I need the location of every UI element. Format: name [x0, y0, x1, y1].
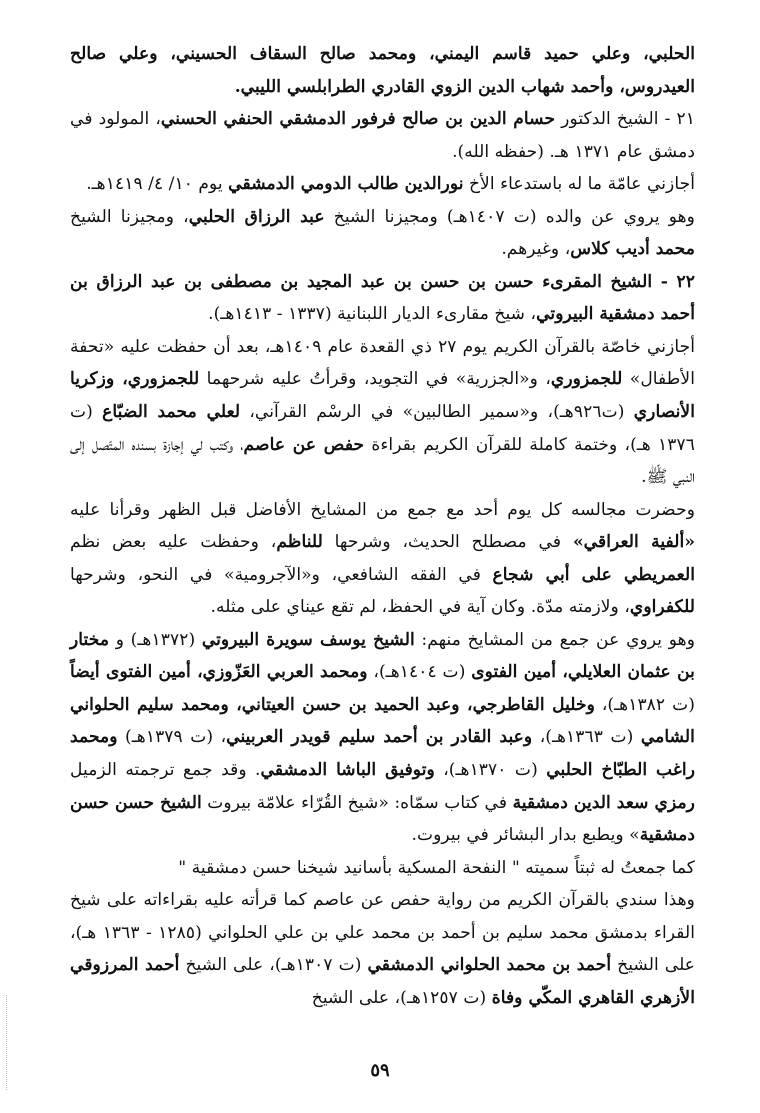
- bold-name-run: «ألفية العراقي»: [572, 532, 696, 553]
- text-run: (ت ١٣٧٦ هـ)، وختمة كاملة للقرآن الكريم بقراءة: [70, 402, 695, 455]
- bold-name-run: عبد الرزاق الحلبي: [188, 206, 325, 227]
- bold-name-run: رمزي سعد الدين دمشقية: [512, 792, 695, 813]
- quran-isnad: [70, 884, 695, 1014]
- bold-name-run: أحمد بن محمد الحلواني الدمشقي: [367, 955, 612, 976]
- text-run: ، شيخ مقارىء الديار اللبنانية (١٣٣٧ - ١٤١٣هـ).: [208, 304, 537, 325]
- scan-edge-mark: [6, 995, 8, 1090]
- bold-name-run: نورالدين طالب الدومي الدمشقي: [228, 174, 464, 195]
- text-run: (ت٩٢٦هـ)، و«سمير الطالبين» في الرسْم القرآني،: [240, 402, 634, 423]
- bold-name-run: مختار بن عثمان العلايلي، أمين الفتوى: [70, 629, 695, 683]
- entry-22-header: [70, 266, 695, 331]
- text-run: ، و«الجزرية» في التجويد، وقرأتُ عليه شرحهما: [199, 369, 551, 390]
- bold-name-run: وتوفيق الباشا الدمشقي: [260, 760, 435, 781]
- bold-name-run: ٢٢ - الشيخ المقرىء حسن بن حسن بن عبد المجيد بن مصطفى بن عبد الرزاق بن أحمد دمشقية البيروتي: [70, 271, 695, 325]
- text-run: (ت ١٣٠٧هـ)، على الشيخ: [179, 955, 368, 976]
- text-run: ، وكتب لي إجازة بسنده المتّصل إلى النبي ﷺ.: [70, 434, 695, 488]
- bold-name-run: وخليل القاطرجي، وعبد الحميد بن حسن العيتاني، ومحمد سليم الحلواني الشامي: [70, 694, 695, 748]
- bold-name-run: للجمزوري: [550, 369, 623, 390]
- text-run: وهذا سندي بالقرآن الكريم من رواية حفص عن عاصم كما قرأته عليه بقراءاته على شيخ القراء بدمشق محمد سليم بن أحمد بن محمد علي بن علي الحلواني (١٢٨٥ - ١٣٦٣ هـ)، على الشيخ: [70, 890, 696, 976]
- text-run: (ت ١٣٦٣هـ)،: [532, 727, 641, 748]
- entry-21-teachers: [70, 201, 695, 266]
- text-run: وهو يروي عن والده (ت ١٤٠٧هـ) ومجيزنا الشيخ: [324, 206, 695, 227]
- bold-name-run: لعلي محمد الضبّاع: [102, 402, 241, 423]
- bold-name-run: الحلبي، وعلي حميد قاسم اليمني، ومحمد صالح السقاف الحسيني، وعلي صالح العيدروس، وأحمد شهاب الدين الزوي القادري الطرابلسي الليبي.: [70, 44, 695, 97]
- bold-name-run: وعبد القادر بن أحمد سليم قويدر العربيني: [226, 727, 533, 748]
- bold-name-run: أحمد المرزوقي الأزهري القاهري المكّي وفاة: [70, 955, 695, 1008]
- entry-22-study: [70, 494, 695, 624]
- bold-name-run: الشيخ يوسف سويرة البيروتي: [201, 629, 415, 650]
- bold-name-run: العمريطي على أبي شجاع: [492, 564, 695, 585]
- text-run: (١٣٧٢هـ) و: [109, 629, 202, 650]
- entry-21-ijaza: [70, 168, 695, 201]
- text-run: وحضرت مجالسه كل يوم أحد مع جمع من المشايخ الأفاضل قبل الظهر وقرأنا عليه: [70, 499, 695, 520]
- text-run: (ت ١٢٥٧هـ)، على الشيخ: [311, 987, 492, 1008]
- bold-name-run: حسام الدين بن صالح فرفور الدمشقي الحنفي الحسني: [160, 109, 556, 130]
- text-run: ، (ت ١٣٧٩هـ): [117, 727, 227, 748]
- bold-name-run: للكفراوي: [629, 597, 695, 618]
- text-run: . وقد جمع ترجمته الزميل: [70, 760, 261, 781]
- text-run: » ويطبع بدار البشائر في بيروت.: [411, 825, 640, 846]
- text-run: في الفقه الشافعي، و«الآجرومية» في النحو، وشرحها: [70, 564, 493, 585]
- entry-22-ijaza: [70, 331, 695, 494]
- bold-name-run: للجمزوري، وزكريا الأنصاري: [70, 369, 695, 423]
- text-run: ، المولود في دمشق عام ١٣٧١ هـ. (حفظه الله).: [70, 109, 695, 162]
- para-continuation: [70, 38, 695, 103]
- text-run: (ت ١٣٨٢هـ)،: [594, 694, 695, 715]
- page-number: ٥٩: [370, 1060, 390, 1081]
- text-run: ، ولازمته مدّة. وكان آية في الحفظ، لم تقع عيناي على مثله.: [210, 597, 630, 618]
- bold-name-run: ومحمد العربي العَزّوزي، أمين الفتوى أيضاً: [70, 662, 368, 683]
- text-run: (ت ١٤٠٤هـ)،: [367, 662, 472, 683]
- thabat-note: [70, 852, 695, 885]
- text-run: كما جمعتُ له ثبتاً سميته " النفحة المسكية بأسانيد شيخنا حسن دمشقية ": [178, 857, 695, 878]
- text-run: أجازني عامّة ما له باستدعاء الأخ: [463, 174, 695, 195]
- text-run: ٢١ - الشيخ الدكتور: [555, 109, 695, 130]
- bold-name-run: الشيخ حسن حسن دمشقية: [70, 792, 695, 846]
- text-run: وهو يروي عن جمع من المشايخ منهم:: [414, 629, 696, 650]
- entry-21-header: [70, 103, 695, 168]
- text-run: ، وغيرهم.: [501, 239, 571, 260]
- text-run: ، ومجيزنا الشيخ: [70, 206, 189, 227]
- bold-name-run: ومحمد راغب الطبّاخ الحلبي: [70, 727, 695, 781]
- text-run: (ت ١٣٧٠هـ)،: [434, 760, 547, 781]
- bold-name-run: للناظم: [276, 532, 323, 553]
- bold-name-run: حفص عن عاصم: [243, 434, 365, 455]
- text-run: في مصطلح الحديث، وشرحها: [322, 532, 573, 553]
- text-run: أجازني خاصّة بالقرآن الكريم يوم ٢٧ ذي القعدة عام ١٤٠٩هـ، بعد أن حفظت عليه «تحفة الأطفال»: [70, 336, 696, 390]
- body-text: [70, 38, 695, 1014]
- entry-22-teachers: [70, 624, 695, 852]
- bold-name-run: محمد أديب كلاس: [570, 239, 695, 260]
- text-run: في كتاب سمّاه: «شيخ القُرّاء علامّة بيروت: [201, 792, 513, 813]
- text-run: يوم ١٠/ ٤/ ١٤١٩هـ.: [86, 174, 229, 195]
- text-run: ، وحفظت عليه بعض نظم: [70, 532, 277, 553]
